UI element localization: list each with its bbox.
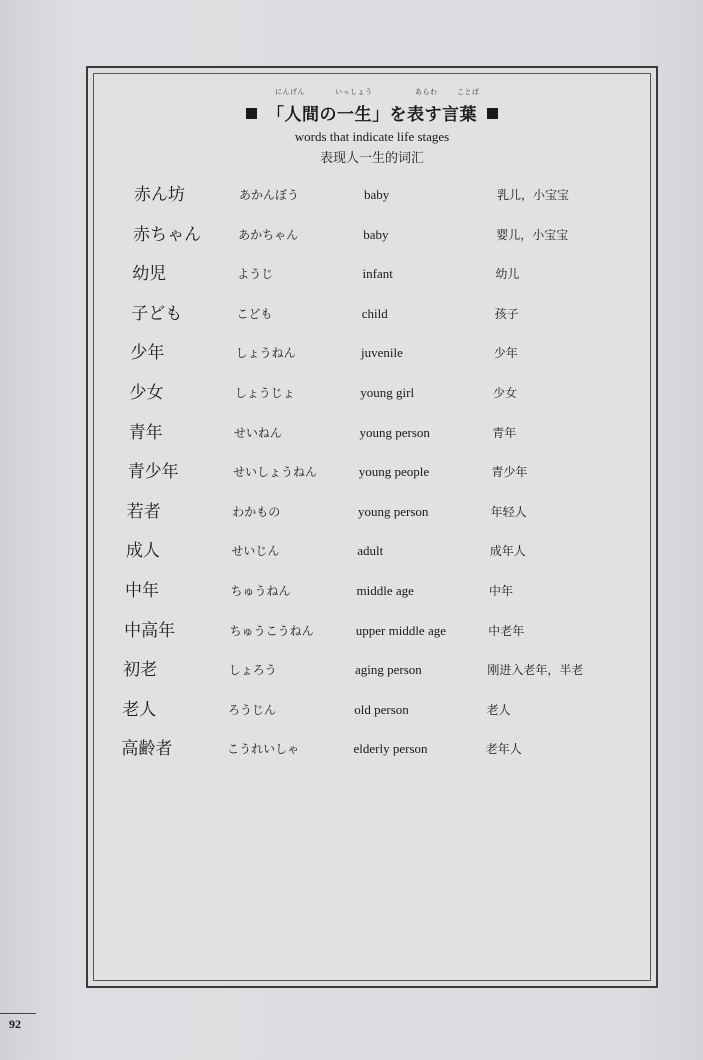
vocab-row xyxy=(94,616,650,646)
footer-rule xyxy=(0,1013,36,1014)
vocab-english: adult xyxy=(357,543,384,559)
vocab-row xyxy=(94,655,650,685)
vocab-english: old person xyxy=(354,701,409,717)
vocab-english: elderly person xyxy=(353,741,428,757)
vocab-kana: せいしょうねん xyxy=(233,465,318,480)
vocab-english: baby xyxy=(363,226,389,242)
vocab-english: aging person xyxy=(355,662,422,678)
vocab-kana: ようじ xyxy=(237,267,274,282)
vocab-kana: ちゅうこうねん xyxy=(229,623,314,638)
vocab-chinese: 成年人 xyxy=(489,544,526,559)
vocab-row xyxy=(94,536,650,566)
vocab-chinese: 中年 xyxy=(489,584,514,598)
vocab-row xyxy=(94,734,650,764)
page-title-line xyxy=(236,88,508,125)
vocab-kana: ちゅうねん xyxy=(230,584,291,598)
vocab-english: young girl xyxy=(360,385,415,400)
vocab-kanji: 若者 xyxy=(126,501,161,522)
black-square-icon xyxy=(246,108,257,119)
vocab-kanji: 青少年 xyxy=(127,462,179,483)
vocab-row xyxy=(94,259,650,289)
vocab-row xyxy=(94,418,650,448)
vocab-row xyxy=(94,457,650,487)
vocab-kana: あかちゃん xyxy=(238,227,299,242)
vocab-kana: せいねん xyxy=(233,425,282,440)
vocab-chinese: 孩子 xyxy=(494,306,519,321)
vocab-english: child xyxy=(361,305,388,321)
vocab-kanji: 少女 xyxy=(129,383,164,403)
vocab-kana: せいじん xyxy=(231,544,280,559)
vocab-kana: こども xyxy=(236,306,273,321)
furigana-arawa: あらわ xyxy=(415,88,438,96)
vocab-kana: わかもの xyxy=(232,504,281,519)
vocab-english: juvenile xyxy=(361,345,403,361)
vocab-english: young people xyxy=(358,464,430,480)
vocab-row xyxy=(94,695,650,725)
vocab-kanji: 老人 xyxy=(122,699,157,720)
vocab-chinese: 青年 xyxy=(492,425,517,440)
vocab-row xyxy=(94,497,650,527)
vocab-chinese: 幼儿 xyxy=(495,267,520,282)
vocab-kanji: 中高年 xyxy=(124,620,176,641)
title-block xyxy=(94,88,650,166)
vocab-english: upper middle age xyxy=(355,622,446,638)
vocab-kanji: 幼児 xyxy=(132,264,167,285)
vocab-kana: しょうじょ xyxy=(234,386,295,400)
vocab-chinese: 刚进入老年，半老 xyxy=(487,663,584,678)
subtitle-chinese: 表现人一生的词汇 xyxy=(319,151,424,166)
vocab-kanji: 子ども xyxy=(131,303,183,324)
vocab-kanji: 高齢者 xyxy=(121,739,173,760)
vocab-kanji: 初老 xyxy=(123,660,158,681)
vocab-row xyxy=(94,299,650,329)
page-title: 「人間の一生」を表す言葉 xyxy=(267,105,477,125)
vocab-chinese: 少女 xyxy=(493,386,518,400)
vocab-chinese: 青少年 xyxy=(491,465,528,480)
vocab-kanji: 青年 xyxy=(128,422,163,443)
title-wrap xyxy=(267,88,480,125)
vocab-row xyxy=(94,378,650,408)
vocab-kana: ろうじん xyxy=(227,702,276,717)
vocab-kanji: 赤ちゃん xyxy=(133,224,202,245)
vocabulary-box xyxy=(86,66,658,988)
vocab-kana: あかんぼう xyxy=(239,188,300,202)
vocab-english: young person xyxy=(358,503,429,519)
vocab-kanji: 中年 xyxy=(125,581,159,601)
page-number: 92 xyxy=(9,1017,21,1031)
furigana-isshou: いっしょう xyxy=(335,88,373,96)
vocab-kanji: 少年 xyxy=(130,343,165,364)
furigana-kotoba: ことば xyxy=(457,88,480,96)
furigana-ningen: にんげん xyxy=(275,88,305,96)
vocab-kana: しょろう xyxy=(228,663,277,678)
vocab-row xyxy=(94,220,650,250)
vocab-chinese: 老人 xyxy=(486,702,511,717)
vocab-chinese: 少年 xyxy=(493,346,518,361)
vocab-chinese: 婴儿，小宝宝 xyxy=(496,227,569,242)
vocab-row xyxy=(94,180,650,210)
vocab-chinese: 年轻人 xyxy=(490,504,527,519)
vocab-chinese: 中老年 xyxy=(488,623,525,638)
vocab-english: middle age xyxy=(356,583,414,598)
vocab-kanji: 成人 xyxy=(125,541,160,562)
vocab-kana: しょうねん xyxy=(235,346,296,361)
vocab-english: infant xyxy=(362,266,393,282)
vocab-kana: こうれいしゃ xyxy=(227,742,300,757)
vocabulary-box-inner-border xyxy=(93,73,651,981)
vocab-kanji: 赤ん坊 xyxy=(134,185,185,205)
vocab-row xyxy=(94,338,650,368)
vocab-english: young person xyxy=(359,424,430,440)
vocab-chinese: 乳儿，小宝宝 xyxy=(497,188,570,202)
black-square-icon xyxy=(487,108,498,119)
vocab-english: baby xyxy=(364,187,390,202)
vocab-chinese: 老年人 xyxy=(485,742,522,757)
vocab-row xyxy=(94,576,650,606)
title-furigana xyxy=(267,87,480,97)
subtitle-english: words that indicate life stages xyxy=(294,129,450,144)
